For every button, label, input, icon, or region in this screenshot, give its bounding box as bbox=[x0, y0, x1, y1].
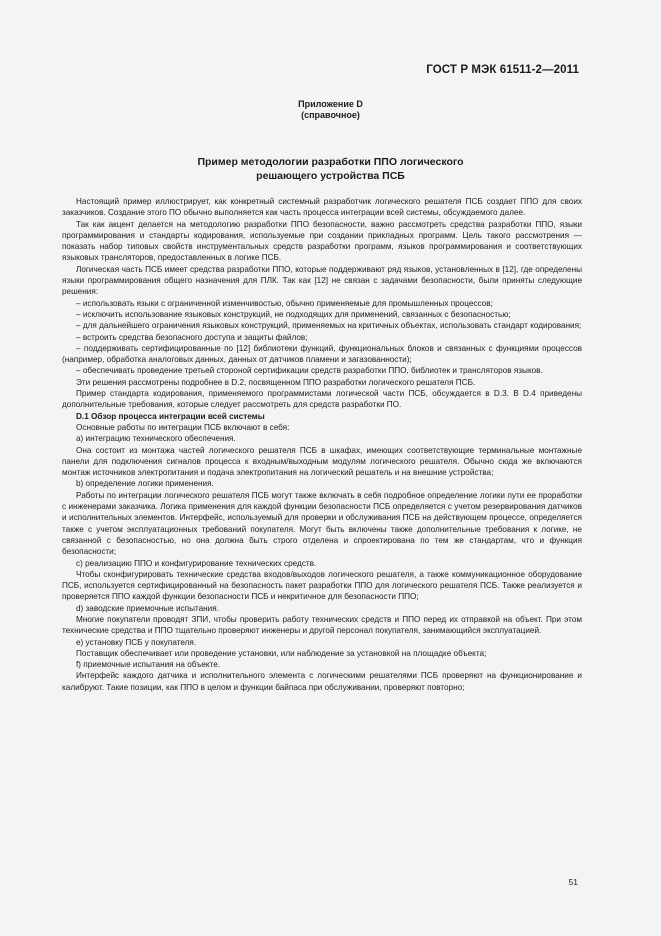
paragraph: – использовать языки с ограниченной изменчивостью, обычно применяемые для промышленных процессов; bbox=[76, 298, 493, 308]
annex-title bbox=[0, 155, 661, 183]
paragraph: Так как акцент делается на методологию разработки ППО безопасности, важно рассмотреть средства разработки ППО, языки программирования и стандарты кодирования, используемые при создании прикладных программ. Цель такого рассмотрения — показать набор типовых свойств инструментальных средств разработки программ, языков программирования и соответствующих языковых трансляторов, предоставленных в логике ПСБ. bbox=[62, 219, 582, 263]
annex-label: Приложение D bbox=[298, 99, 363, 109]
paragraph: d) заводские приемочные испытания. bbox=[76, 603, 219, 613]
annex-heading bbox=[0, 99, 661, 121]
paragraph: b) определение логики применения. bbox=[76, 479, 214, 489]
annex-title-line-1: Пример методологии разработки ППО логического bbox=[197, 156, 464, 168]
paragraph: Поставщик обеспечивает или проведение установки, или наблюдение за установкой на площадке объекта; bbox=[76, 648, 487, 658]
paragraph: Чтобы сконфигурировать технические средства входов/выходов логического решателя, а также коммуникационное оборудование ПСБ, используется сертифицированный на безопасность пакет разработки ППО для логического решателя ПСБ. Также реализуется и проверяется ППО каждой функции безопасности ПСБ и некритичное для безопасности ППО; bbox=[62, 569, 582, 602]
paragraph: Настоящий пример иллюстрирует, как конкретный системный разработчик логического решателя ПСБ создает ППО для своих заказчиков. Создание этого ПО обычно выполняется как часть процесса интеграции всей системы, обсуждаемого далее. bbox=[62, 197, 582, 218]
standard-designation: ГОСТ Р МЭК 61511-2—2011 bbox=[426, 64, 579, 76]
page-number: 51 bbox=[568, 877, 578, 887]
paragraph: Многие покупатели проводят ЗПИ, чтобы проверить работу технических средств и ППО перед их отправкой на объект. При этом технические средства и ППО тщательно проверяют инженеры и другой персонал покупателя, занимающийся эксплуатацией. bbox=[62, 614, 582, 636]
paragraph: Работы по интеграции логического решателя ПСБ могут также включать в себя подробное определение логики пути ее проработки с инженерами заказчика. Логика применения для каждой функции безопасности ПСБ определяется с учетом резервирования датчиков и исполнительных элементов. Интерфейс, используемый для проверки и обслуживания ПСБ на действующем процессе, определяется также с учетом эксплуатационных требований покупателя. Могут быть включены также дополнительные требования к логике, не связанной с безопасностью, но она должна быть строго отделена и спроектирована по тем же стандартам, что и функция безопасности; bbox=[62, 490, 582, 557]
paragraph: Пример стандарта кодирования, применяемого программистами логической части ПСБ, обсуждается в D.3. В D.4 приведены дополнительные требования, которые следует рассмотреть для средств разработки ПО. bbox=[62, 389, 582, 410]
paragraph: – обеспечивать проведение третьей стороной сертификации средств разработки ППО, библиотек и трансляторов языков. bbox=[76, 366, 543, 376]
paragraph: f) приемочные испытания на объекте. bbox=[76, 660, 221, 670]
paragraph: Эти решения рассмотрены подробнее в D.2, посвященном ППО разработки логического решателя ПСБ. bbox=[76, 377, 476, 387]
paragraph: Интерфейс каждого датчика и исполнительного элемента с логическими решателями ПСБ проверяют на функционирование и калибруют. Такие позиции, как ППО в целом и функции байпаса при обслуживании, проверяют повторно; bbox=[62, 671, 582, 692]
paragraph: – поддерживать сертифицированные по [12] библиотеки функций, функциональных блоков и связанных с функциями процессов (например, обработка аналоговых данных, данных от датчиков пламени и загазованности); bbox=[62, 343, 582, 365]
annex-type: (справочное) bbox=[301, 110, 360, 120]
paragraph: – исключить использование языковых конструкций, не подходящих для применений, связанных с безопасностью; bbox=[76, 309, 511, 319]
paragraph: Логическая часть ПСБ имеет средства разработки ППО, которые поддерживают ряд языков, установленных в [12], где определены языки программирования общего назначения для ПЛК. Так как [12] не связан с задачами безопасности, были приняты следующие решения: bbox=[62, 264, 582, 297]
paragraph: Основные работы по интеграции ПСБ включают в себя: bbox=[76, 422, 290, 432]
paragraph: а) интеграцию технического обеспечения. bbox=[76, 434, 236, 444]
body-text bbox=[62, 196, 582, 693]
paragraph: е) установку ПСБ у покупателя. bbox=[76, 637, 197, 647]
paragraph: – для дальнейшего ограничения языковых конструкций, применяемых на критичных объектах, использовать стандарт кодирования; bbox=[76, 321, 582, 331]
section-heading: D.1 Обзор процесса интеграции всей системы bbox=[76, 411, 265, 421]
annex-title-line-2: решающего устройства ПСБ bbox=[256, 170, 405, 182]
paragraph: – встроить средства безопасного доступа и защиты файлов; bbox=[76, 332, 308, 342]
paragraph: с) реализацию ППО и конфигурирование технических средств. bbox=[76, 558, 317, 568]
paragraph: Она состоит из монтажа частей логического решателя ПСБ в шкафах, имеющих соответствующие терминальные монтажные панели для подключения сигналов процесса к входным/выходным модулям логического решателя. Обычно сюда же включаются монтаж источников электропитания и подача электропитания на логический решатель и на внешние устройства; bbox=[62, 445, 582, 478]
